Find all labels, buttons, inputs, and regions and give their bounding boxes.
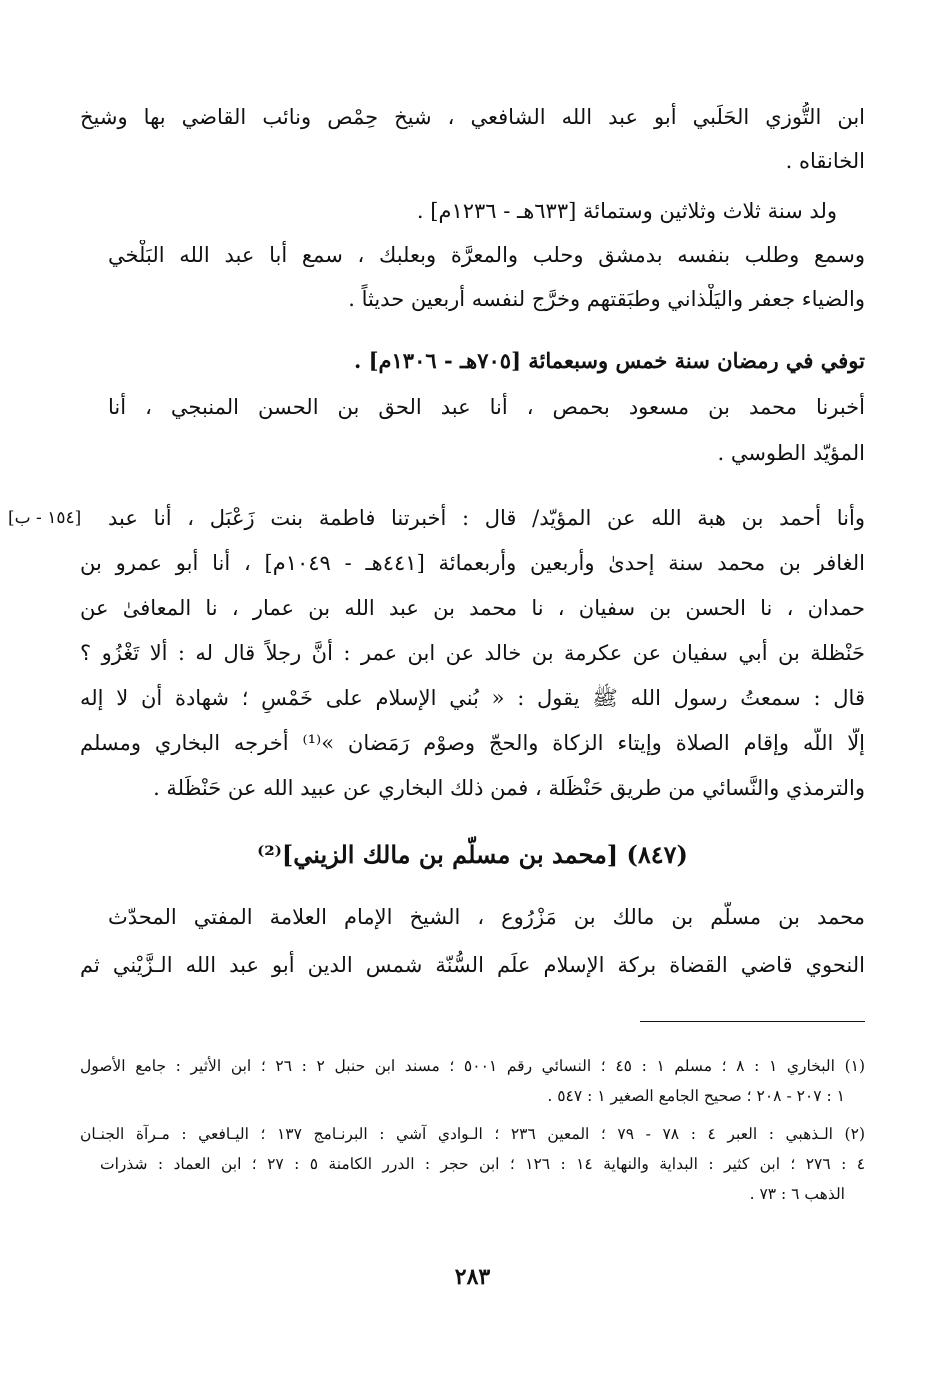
footnote-separator [640, 1021, 865, 1022]
page-number: ٢٨٣ [454, 1264, 491, 1290]
text-line: النحوي قاضي القضاة بركة الإسلام علَم السُّنّة شمس الدين أبو عبد الله الـزَّيْني ثم [80, 953, 865, 977]
footnote-line: ١ : ٢٠٧ - ٢٠٨ ؛ صحيح الجامع الصغير ١ : ٥٤٧ . [547, 1087, 845, 1105]
text-line: إلّا اللّه وإقام الصلاة وإيتاء الزكاة والحجّ وصوْم رَمَضان »⁽¹⁾ أخرجه البخاري ومسلم [80, 731, 865, 755]
text-line: والضياء جعفر واليَلْذاني وطبَقتهم وخرَّج لنفسه أربعين حديثاً . [348, 287, 865, 311]
entry-heading: (٨٤٧) [محمد بن مسلّم بن مالك الزيني]⁽²⁾ [257, 840, 688, 869]
text-line: ولد سنة ثلاث وثلاثين وستمائة [٦٣٣هـ - ١٢٣٦م] . [416, 199, 837, 223]
text-line: أخبرنا محمد بن مسعود بحمص ، أنا عبد الحق بن الحسن المنبجي ، أنا [108, 395, 865, 419]
text-line: حمدان ، نا الحسن بن سفيان ، نا محمد بن عبد الله بن عمار ، نا المعافىٰ عن [80, 596, 865, 620]
text-line: الغافر بن محمد سنة إحدىٰ وأربعين وأربعمائة [٤٤١هـ - ١٠٤٩م] ، أنا أبو عمرو بن [80, 551, 865, 575]
footnote-line: (١) البخاري ١ : ٨ ؛ مسلم ١ : ٤٥ ؛ النسائي رقم ٥٠٠١ ؛ مسند ابن حنبل ٢ : ٢٦ ؛ ابن الأثير : جامع الأصول [80, 1057, 865, 1075]
footnote-line: الذهب ٦ : ٧٣ . [749, 1185, 845, 1203]
footnote-line: (٢) الـذهبي : العبر ٤ : ٧٨ - ٧٩ ؛ المعين ٢٣٦ ؛ الـوادي آشي : البرنـامج ١٣٧ ؛ اليـافعي : مـرآة الجنـان [80, 1125, 865, 1143]
text-line: والترمذي والنَّسائي من طريق حَنْظَلة ، فمن ذلك البخاري عن عبيد الله عن حَنْظَلة . [153, 776, 865, 800]
text-line: الخانقاه . [785, 149, 865, 173]
text-line: حَنْظلة بن أبي سفيان عن عكرمة بن خالد عن ابن عمر : أنَّ رجلاً قال له : ألا تَغْزُو ؟ [80, 641, 865, 665]
text-line: المؤيّد الطوسي . [717, 441, 865, 465]
text-line: توفي في رمضان سنة خمس وسبعمائة [٧٠٥هـ - ١٣٠٦م] . [353, 348, 865, 373]
text-line: وأنا أحمد بن هبة الله عن المؤيّد/ قال : أخبرتنا فاطمة بنت زَعْبَل ، أنا عبد [108, 506, 865, 530]
footnote-line: ٤ : ٢٧٦ ؛ ابن كثير : البداية والنهاية ١٤ : ١٢٦ ؛ ابن حجر : الدرر الكامنة ٥ : ٢٧ ؛ ابن العماد : شذرات [100, 1155, 865, 1173]
text-line: قال : سمعتُ رسول الله ﷺ يقول : « بُني الإسلام على خَمْسٍ ؛ شهادة أن لا إله [80, 686, 865, 710]
text-line: وسمع وطلب بنفسه بدمشق وحلب والمعرَّة وبعلبك ، سمع أبا عبد الله البَلْخي [108, 243, 865, 267]
text-line: ابن التُّوزي الحَلَبي أبو عبد الله الشافعي ، شيخ حِمْص ونائب القاضي بها وشيخ [80, 105, 865, 129]
margin-folio-note: [١٥٤ - ب] [8, 508, 82, 528]
text-line: محمد بن مسلَّم بن مالك بن مَزْرُوع ، الشيخ الإمام العلامة المفتي المحدّث [108, 905, 865, 929]
